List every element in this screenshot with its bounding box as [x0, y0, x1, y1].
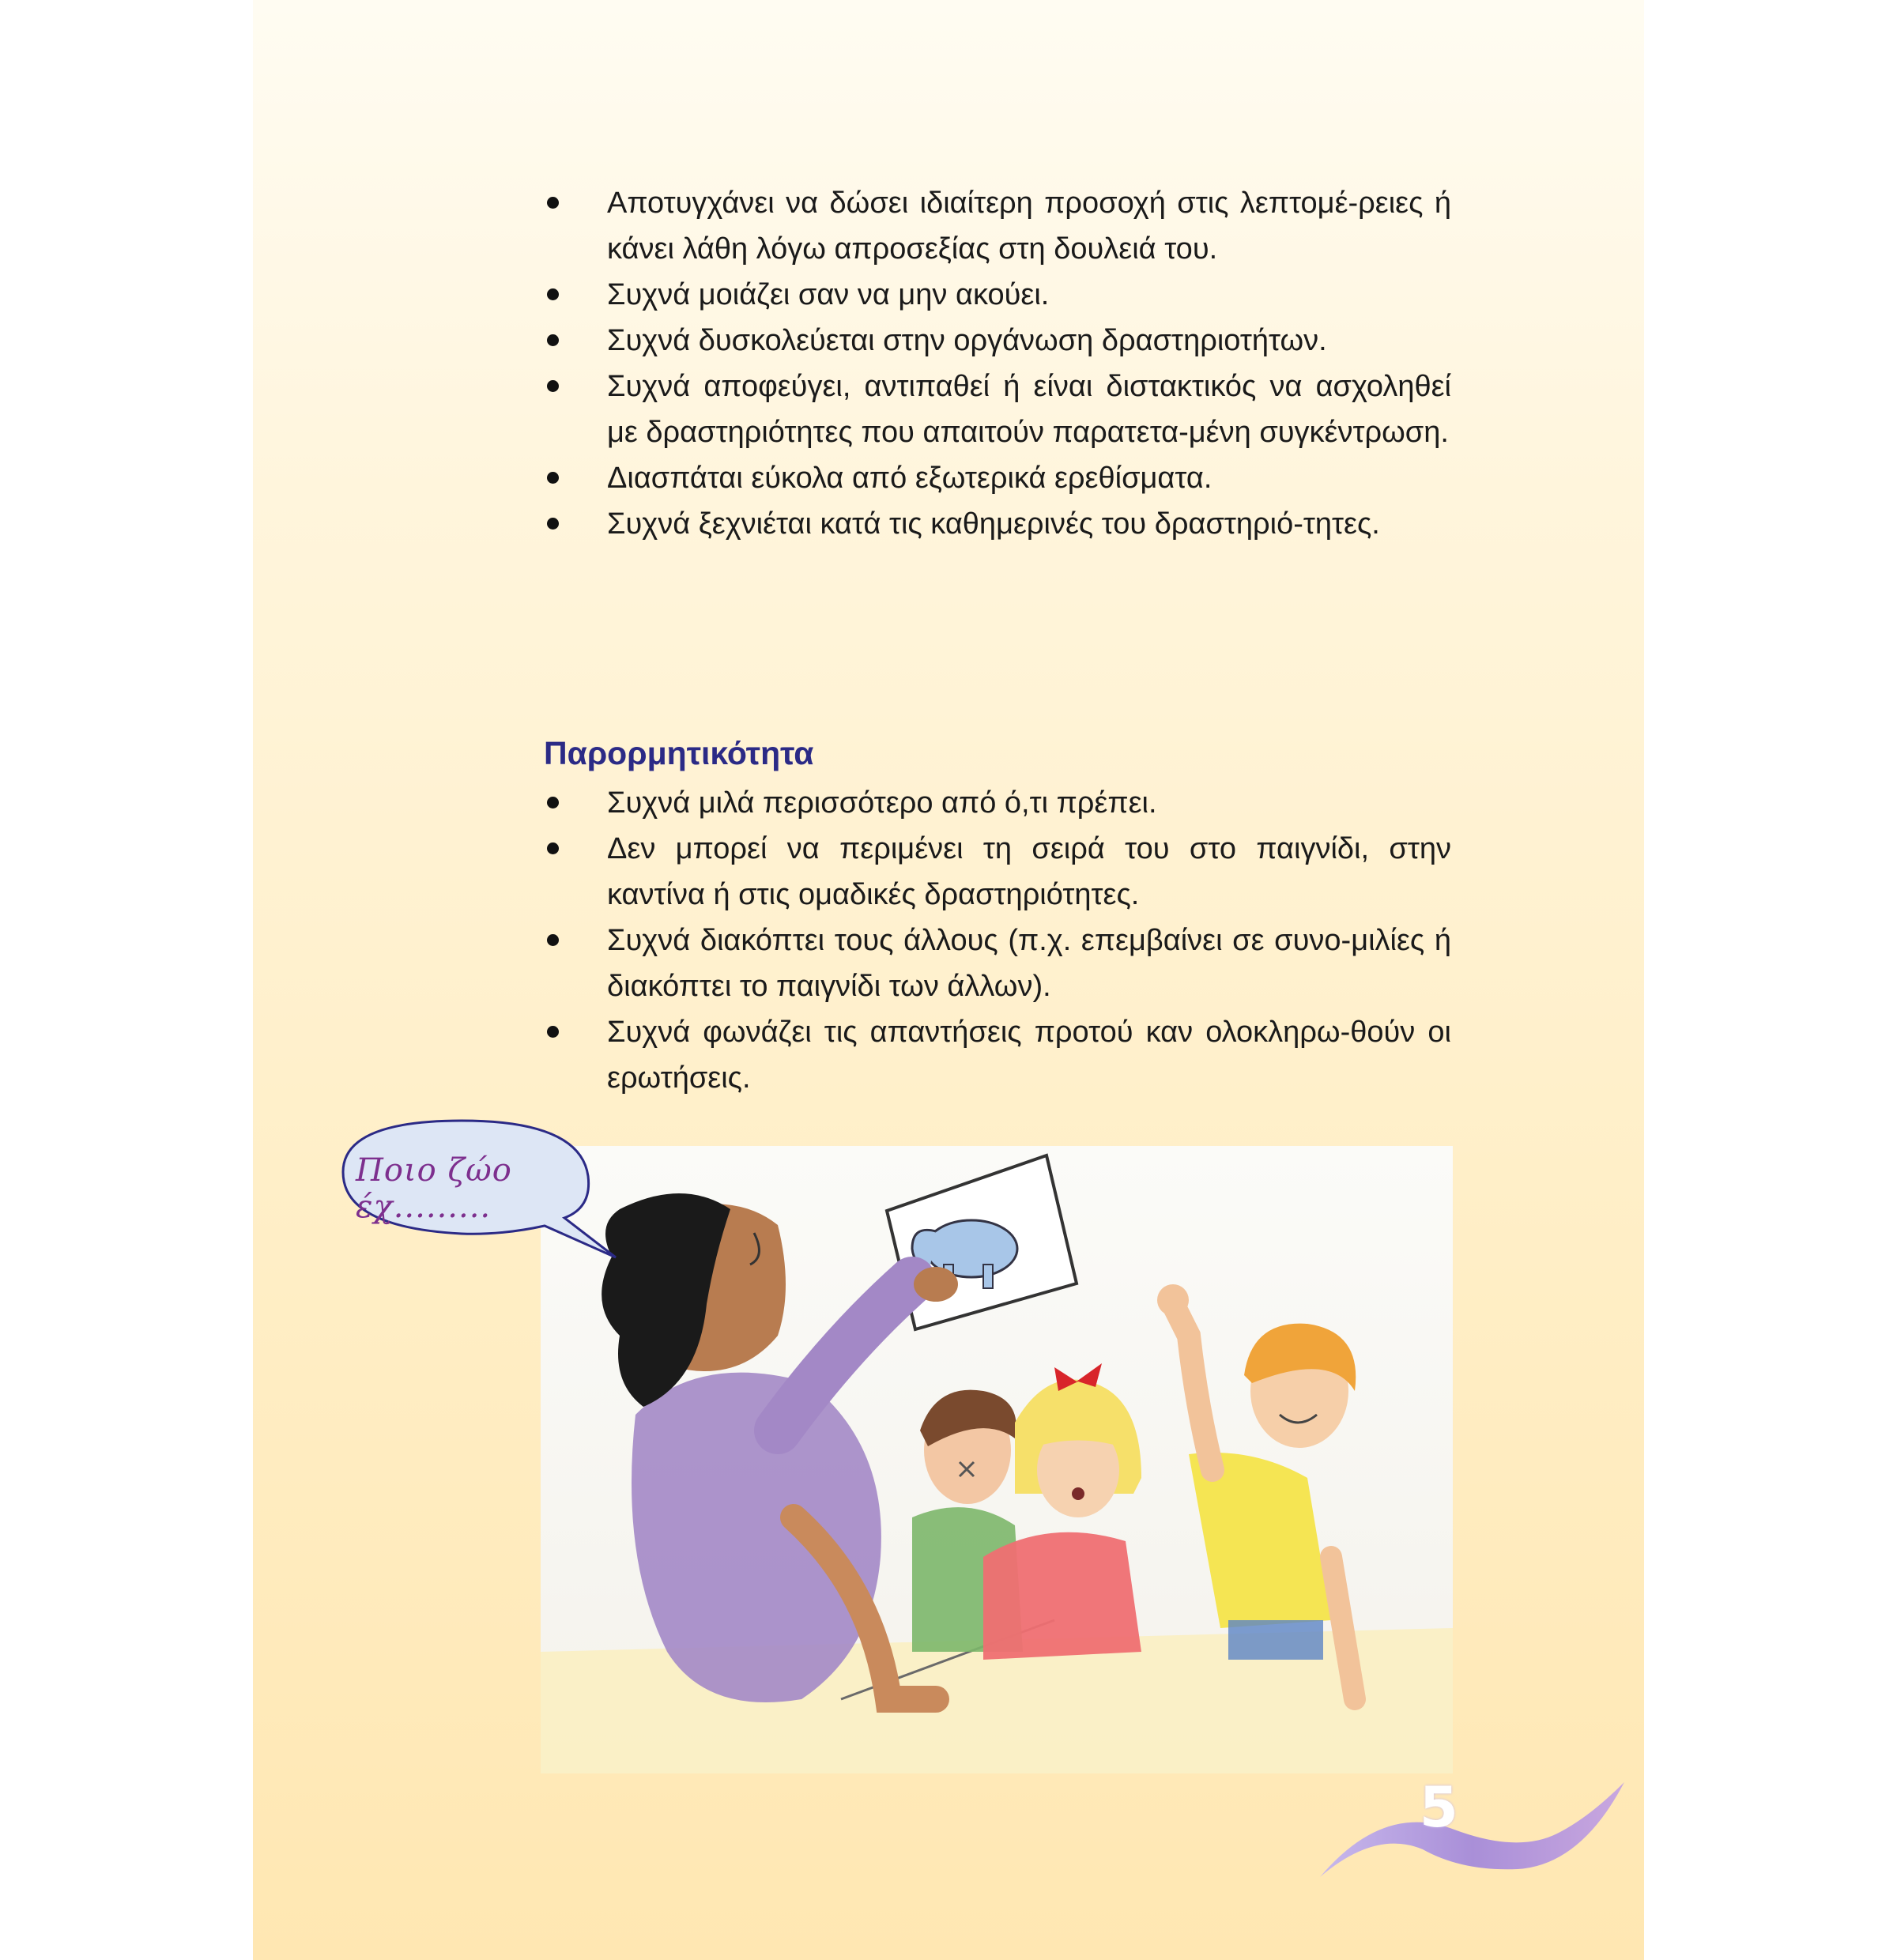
list-item	[544, 826, 1451, 918]
bullet-icon	[547, 934, 559, 946]
bullet-icon	[547, 380, 559, 392]
list-item	[544, 455, 1451, 501]
list-item	[544, 364, 1451, 455]
list-item-text: Συχνά ξεχνιέται κατά τις καθημερινές του δραστηριό-τητες.	[607, 507, 1380, 541]
list-item-text: Συχνά μιλά περισσότερο από ό,τι πρέπει.	[607, 786, 1157, 820]
bullet-icon	[547, 1026, 559, 1038]
inattention-list	[544, 180, 1451, 547]
impulsivity-list	[544, 780, 1451, 1101]
bullet-icon	[547, 472, 559, 484]
list-item-text: Διασπάται εύκολα από εξωτερικά ερεθίσματα.	[607, 462, 1212, 495]
list-item-text: Συχνά μοιάζει σαν να μην ακούει.	[607, 278, 1050, 311]
list-item	[544, 1009, 1451, 1101]
list-item-text: Αποτυγχάνει να δώσει ιδιαίτερη προσοχή στις λεπτομέ-ρειες ή κάνει λάθη λόγω απροσεξίας στη δουλειά του.	[607, 187, 1451, 266]
classroom-illustration	[541, 1146, 1453, 1773]
list-item-text: Συχνά δυσκολεύεται στην οργάνωση δραστηριοτήτων.	[607, 324, 1327, 357]
list-item	[544, 318, 1451, 364]
list-item-text: Δεν μπορεί να περιμένει τη σειρά του στο παιγνίδι, στην καντίνα ή στις ομαδικές δραστηριότητες.	[607, 832, 1451, 911]
list-item	[544, 180, 1451, 272]
list-item-text: Συχνά διακόπτει τους άλλους (π.χ. επεμβαίνει σε συνο-μιλίες ή διακόπτει το παιγνίδι των άλλων).	[607, 924, 1451, 1003]
page-number: 5	[1420, 1775, 1458, 1840]
speech-bubble-text: Ποιο ζώο έχ.........	[356, 1152, 512, 1225]
list-item	[544, 272, 1451, 318]
list-item-text: Συχνά αποφεύγει, αντιπαθεί ή είναι διστακτικός να ασχοληθεί με δραστηριότητες που απαιτούν παρατετα-μένη συγκέντρωση.	[607, 370, 1451, 449]
bullet-icon	[547, 288, 559, 300]
bullet-icon	[547, 842, 559, 854]
section-heading: Παρορμητικότητα	[544, 735, 814, 771]
bullet-icon	[547, 334, 559, 346]
list-item	[544, 501, 1451, 547]
bullet-icon	[547, 197, 559, 209]
bullet-icon	[547, 518, 559, 530]
list-item-text: Συχνά φωνάζει τις απαντήσεις προτού καν ολοκληρω-θούν οι ερωτήσεις.	[607, 1016, 1451, 1095]
bullet-icon	[547, 797, 559, 808]
list-item	[544, 780, 1451, 826]
list-item	[544, 918, 1451, 1009]
wave-decoration	[1320, 1770, 1628, 1889]
